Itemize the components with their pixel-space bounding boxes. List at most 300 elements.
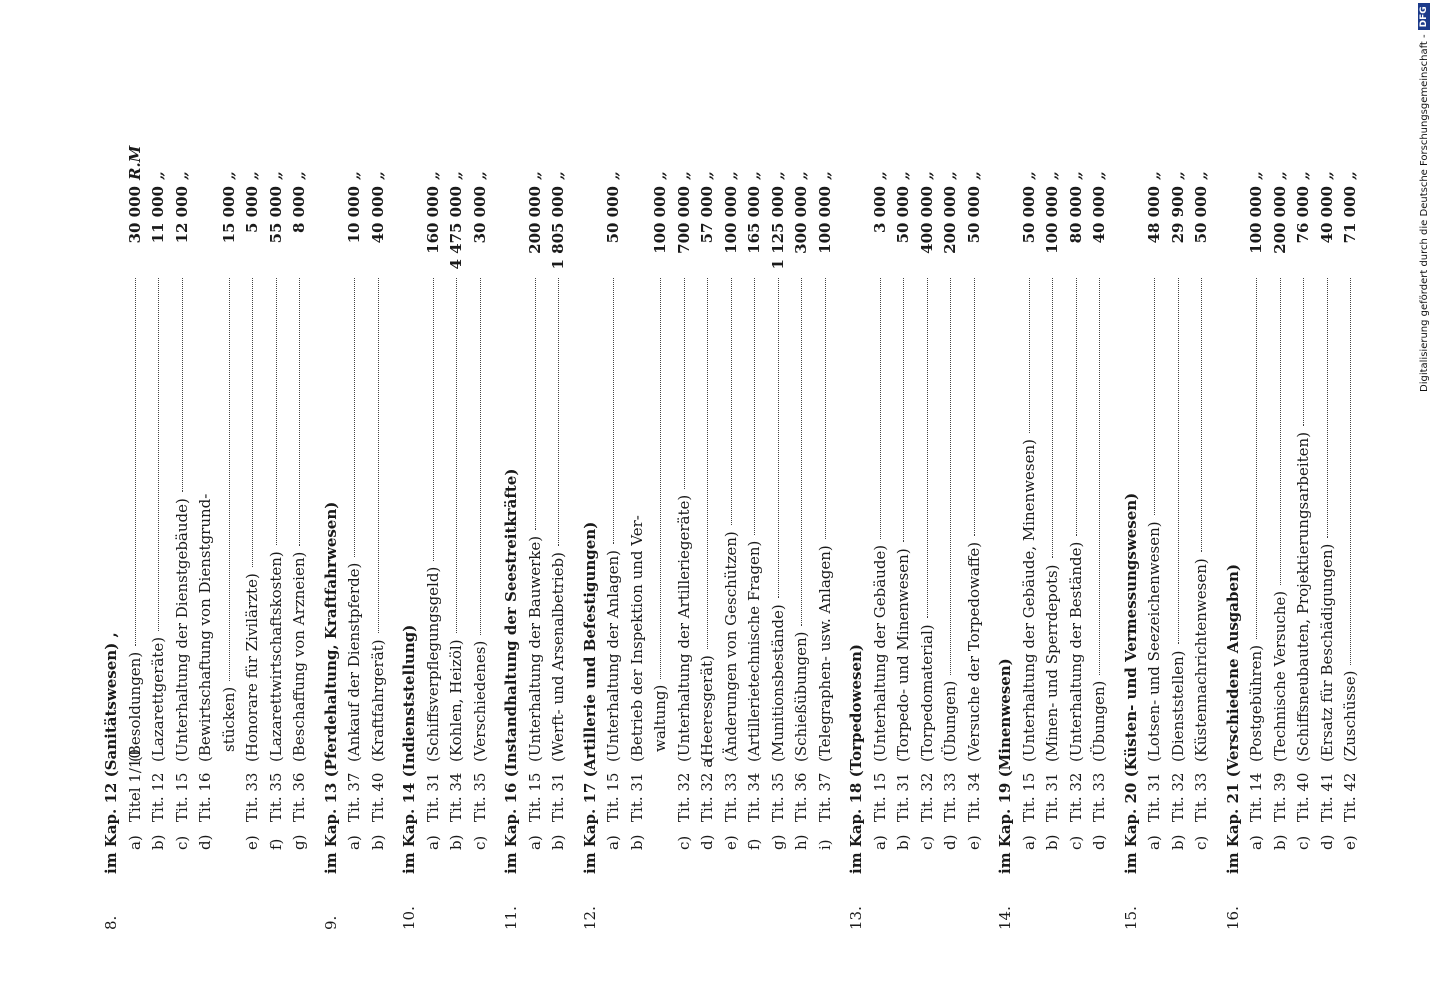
item-letter: c) (1192, 835, 1210, 850)
item-amount: 4 475 000 (447, 186, 465, 270)
item-title-number: Tit. 39 (1270, 772, 1289, 822)
item-amount: 50 000 (894, 186, 912, 244)
item-label: (Unterhaltung der Artilleriegeräte) (674, 494, 693, 762)
item-label: (Unterhaltung der Gebäude) (870, 544, 889, 762)
item-unit: „ (266, 171, 285, 180)
item-title-number: Tit. 33 (941, 772, 959, 822)
item-title-number: Tit. 37 (345, 772, 363, 822)
item-letter: b) (1168, 834, 1187, 850)
item-label: (Besoldungen) (125, 651, 144, 762)
item-amount: 1 805 000 (549, 186, 567, 270)
item-label: (Munitionsbestände) (768, 604, 787, 762)
item-amount: 100 000 (1043, 186, 1061, 254)
budget-item-row (814, 150, 838, 930)
item-unit: „ (604, 171, 622, 180)
item-unit: „ (917, 171, 936, 180)
leader-dots (1201, 278, 1202, 552)
leader-dots (1303, 278, 1304, 426)
item-unit: „ (1270, 171, 1289, 180)
leader-dots (1327, 278, 1328, 538)
item-title-number: Tit. 34 (447, 772, 465, 822)
item-letter: e) (721, 835, 740, 850)
section-number: 16. (1223, 906, 1242, 930)
item-unit: „ (423, 171, 442, 180)
leader-dots (558, 278, 559, 546)
item-unit: „ (243, 171, 261, 180)
budget-item-row (626, 150, 650, 930)
item-unit: „ (290, 171, 308, 180)
leader-dots (927, 278, 928, 618)
item-letter: d) (196, 834, 214, 850)
section-title: im Kap. 21 (Verschiedene Ausgaben) (1223, 563, 1242, 874)
item-letter: c) (674, 835, 693, 850)
item-label: (Heeresgerät) (698, 655, 716, 762)
section-number: 14. (996, 906, 1014, 930)
item-unit: „ (698, 171, 716, 180)
item-title-number: Tit. 32 (1066, 772, 1085, 822)
section-number: 9. (321, 915, 340, 930)
leader-dots (880, 278, 881, 539)
item-amount: 200 000 (1270, 186, 1289, 254)
item-unit: „ (1145, 171, 1163, 180)
item-label: (Technische Versuche) (1270, 590, 1289, 762)
item-title-number: Tit. 32 (1168, 772, 1187, 822)
item-letter: a) (1247, 835, 1265, 850)
budget-item-row (524, 150, 548, 930)
item-label: (Ankauf der Dienstpferde) (345, 562, 363, 762)
section-title: im Kap. 14 (Indienststellung) (400, 624, 418, 874)
item-amount: 300 000 (792, 186, 810, 254)
item-amount: 71 000 (1341, 186, 1359, 244)
leader-dots (660, 278, 661, 679)
item-title-number: Tit. 32 a (698, 758, 716, 822)
item-label: (Dienststellen) (1168, 650, 1187, 762)
item-unit: „ (470, 171, 489, 180)
budget-section (579, 150, 838, 930)
item-letter: a) (1145, 835, 1163, 850)
item-letter: b) (447, 834, 465, 850)
item-title-number: Tit. 37 (815, 772, 834, 822)
item-label: (Unterhaltung der Gebäude, Minenwesen) (1019, 438, 1038, 762)
budget-item-row (241, 150, 265, 930)
section-number: 12. (580, 906, 599, 930)
item-title-number: Tit. 42 (1341, 772, 1359, 822)
item-label: (Verschiedenes) (470, 640, 489, 762)
budget-item-row (743, 150, 767, 930)
leader-dots (135, 278, 136, 646)
item-unit: „ (1317, 171, 1336, 180)
item-title-number: Tit. 36 (290, 772, 308, 822)
section-heading (398, 150, 422, 930)
leader-dots (229, 278, 230, 681)
item-amount: 200 000 (941, 186, 959, 254)
item-unit: „ (219, 171, 238, 180)
item-letter: b) (894, 834, 912, 850)
item-amount: 700 000 (674, 186, 693, 254)
item-label: (Unterhaltung der Anlagen) (604, 550, 622, 762)
leader-dots (182, 278, 183, 492)
item-title-number: Tit. 15 (525, 772, 544, 822)
item-title-number: Tit. 31 (549, 772, 567, 822)
budget-item-row (1245, 150, 1269, 930)
leader-dots (801, 278, 802, 626)
section-heading (845, 150, 869, 930)
item-unit: „ (149, 171, 167, 180)
budget-item-row (265, 150, 289, 930)
item-amount: 50 000 (1192, 186, 1210, 244)
item-title-number: Tit. 32 (917, 772, 936, 822)
budget-item-row (916, 150, 940, 930)
budget-item-row (288, 150, 312, 930)
item-letter: c) (917, 835, 936, 850)
item-unit: „ (745, 171, 763, 180)
item-unit: „ (447, 171, 465, 180)
item-unit: „ (1192, 171, 1210, 180)
budget-item-row (469, 150, 493, 930)
item-amount: 57 000 (698, 186, 716, 244)
item-amount: 50 000 (604, 186, 622, 244)
item-title-number: Tit. 15 (604, 772, 622, 822)
item-unit: „ (721, 171, 740, 180)
item-unit: „ (964, 171, 983, 180)
section-title: im Kap. 20 (Küsten- und Vermessungswesen) (1121, 492, 1140, 874)
item-unit: „ (815, 171, 834, 180)
item-title-number: Tit. 15 (172, 772, 191, 822)
item-unit: „ (1043, 171, 1061, 180)
leader-dots (1178, 278, 1179, 644)
leader-dots (1076, 278, 1077, 536)
item-unit: „ (549, 171, 567, 180)
section-heading (1222, 150, 1246, 930)
digitization-note-text: Digitalisierung gefördert durch die Deutsche Forschungsgemeinschaft - (1418, 34, 1430, 392)
budget-item-row (869, 150, 893, 930)
leader-dots (974, 278, 975, 536)
budget-item-row (343, 150, 367, 930)
leader-dots (299, 278, 300, 546)
section-number: 11. (502, 906, 520, 930)
item-letter: c) (470, 835, 489, 850)
item-unit: „ (674, 171, 693, 180)
budget-item-row-continued (218, 150, 242, 930)
item-unit: „ (894, 171, 912, 180)
section-heading (500, 150, 524, 930)
item-label: (Lazarettgeräte) (149, 636, 167, 762)
budget-section (994, 150, 1112, 930)
item-label: (Unterhaltung der Bestände) (1066, 541, 1085, 762)
item-amount: 50 000 (964, 186, 983, 244)
item-label: (Unterhaltung der Dienstgebäude) (172, 498, 191, 762)
item-unit: „ (870, 171, 889, 180)
item-amount: 55 000 (266, 186, 285, 244)
item-title-number: Tit. 12 (149, 772, 167, 822)
leader-dots (252, 278, 253, 567)
budget-item-row (367, 150, 391, 930)
item-unit: „ (1247, 171, 1265, 180)
item-title-number: Tit. 41 (1317, 772, 1336, 822)
item-amount: 5 000 (243, 186, 261, 233)
item-label: (Kohlen, Heizöl) (447, 639, 465, 762)
section-heading (1120, 150, 1144, 930)
item-label: (Beschaffung von Arzneien) (290, 551, 308, 762)
item-amount: 160 000 (423, 186, 442, 254)
item-title-number: Tit. 35 (470, 772, 489, 822)
budget-section (845, 150, 986, 930)
item-letter: d) (1317, 834, 1336, 850)
budget-item-row (1143, 150, 1167, 930)
item-label: (Schiffsneubauten, Projektierungsarbeiten) (1294, 431, 1312, 762)
budget-item-row (1167, 150, 1191, 930)
budget-section (398, 150, 492, 930)
item-label: (Werft- und Arsenalbetrieb) (549, 552, 567, 762)
section-heading (320, 150, 344, 930)
item-label: (Postgebühren) (1247, 644, 1265, 762)
leader-dots (433, 278, 434, 561)
item-amount: 400 000 (917, 186, 936, 254)
item-title-number: Tit. 34 (745, 772, 763, 822)
budget-item-row (422, 150, 446, 930)
item-letter: a) (1019, 835, 1038, 850)
budget-item-row (1041, 150, 1065, 930)
item-unit: „ (941, 171, 959, 180)
leader-dots (707, 278, 708, 649)
item-unit: „ (651, 171, 669, 180)
item-amount: 10 000 (345, 186, 363, 244)
item-letter: e) (1341, 835, 1359, 850)
item-unit: „ (1090, 171, 1108, 180)
item-label: (Unterhaltung der Bauwerke) (525, 535, 544, 762)
budget-item-row (1190, 150, 1214, 930)
item-letter: b) (368, 834, 387, 850)
leader-dots (354, 278, 355, 557)
item-title-number: Tit. 31 (423, 772, 442, 822)
budget-item-row (892, 150, 916, 930)
leader-dots (535, 278, 536, 530)
section-title: im Kap. 13 (Pferdehaltung, Kraftfahrwesen) (321, 501, 340, 874)
item-label-continuation: waltung) (651, 684, 669, 752)
section-number: 10. (400, 906, 418, 930)
leader-dots (1052, 278, 1053, 558)
item-letter: a) (870, 835, 889, 850)
item-letter: g) (290, 834, 308, 850)
leader-dots (480, 278, 481, 635)
item-amount: 11 000 (149, 186, 167, 244)
item-title-number: Tit. 15 (1019, 772, 1038, 822)
item-label: (Minen- und Sperrdepots) (1043, 564, 1061, 762)
item-title-number: Tit. 14 (1247, 772, 1265, 822)
budget-item-row (1088, 150, 1112, 930)
budget-item-row (1316, 150, 1340, 930)
leader-dots (754, 278, 755, 535)
section-number: 13. (847, 906, 865, 930)
item-amount: 50 000 (1019, 186, 1038, 244)
item-label: (Torpedo- und Minenwesen) (894, 548, 912, 762)
budget-item-row (767, 150, 791, 930)
item-label: (Ersatz für Beschädigungen) (1317, 543, 1336, 762)
section-number: 15. (1121, 906, 1140, 930)
section-heading (994, 150, 1018, 930)
budget-section (100, 145, 312, 930)
item-title-number: Tit. 31 (1043, 772, 1061, 822)
item-label-continuation: stücken) (219, 686, 238, 752)
budget-item-row (194, 150, 218, 930)
section-title: im Kap. 16 (Instandhaltung der Seestreitkräfte) (502, 468, 520, 874)
section-title: im Kap. 17 (Artillerie und Befestigungen) (580, 521, 599, 874)
item-amount: 200 000 (525, 186, 544, 254)
item-unit: „ (1066, 171, 1085, 180)
item-title-number: Tit. 36 (792, 772, 810, 822)
leader-dots (778, 278, 779, 598)
item-unit: „ (1341, 171, 1359, 180)
item-title-number: Tit. 32 (674, 772, 693, 822)
item-label: (Übungen) (941, 680, 959, 762)
budget-item-row (602, 150, 626, 930)
item-amount: 165 000 (745, 186, 763, 254)
item-title-number: Tit. 16 (196, 772, 214, 822)
item-label: (Torpedomaterial) (917, 624, 936, 762)
leader-dots (1280, 278, 1281, 585)
item-amount: 30 000 (125, 186, 144, 244)
item-amount: 100 000 (721, 186, 740, 254)
item-label: (Schießübungen) (792, 631, 810, 762)
item-label: (Betrieb der Inspektion und Ver- (627, 515, 646, 762)
budget-item-row (790, 150, 814, 930)
leader-dots (378, 278, 379, 633)
item-unit: „ (768, 171, 787, 180)
item-label: (Telegraphen- usw. Anlagen) (815, 545, 834, 762)
dfg-logo-badge: DFG (1418, 3, 1430, 30)
item-amount: 1 125 000 (768, 186, 787, 270)
budget-item-row (720, 150, 744, 930)
item-letter: d) (1090, 834, 1108, 850)
item-letter: b) (627, 834, 646, 850)
item-title-number: Tit. 35 (768, 772, 787, 822)
item-letter: d) (698, 834, 716, 850)
item-amount: 100 000 (1247, 186, 1265, 254)
item-title-number: Tit. 31 (627, 772, 646, 822)
budget-item-row (147, 150, 171, 930)
item-title-number: Titel 1/10 (125, 749, 144, 822)
item-label: (Lazarettwirtschaftskosten) (266, 551, 285, 762)
item-label: (Kraftfahrgerät) (368, 639, 387, 762)
item-letter: h) (792, 834, 810, 850)
digitization-note (1418, 3, 1430, 392)
item-unit: „ (1294, 171, 1312, 180)
item-amount: 30 000 (470, 186, 489, 244)
item-title-number: Tit. 40 (1294, 772, 1312, 822)
item-unit: R.M (125, 145, 144, 180)
item-amount: 40 000 (1090, 186, 1108, 244)
item-amount: 8 000 (290, 186, 308, 233)
item-amount: 100 000 (651, 186, 669, 254)
item-label: (Zuschüsse) (1341, 670, 1359, 762)
budget-item-row (547, 150, 571, 930)
item-title-number: Tit. 35 (266, 772, 285, 822)
leader-dots (1256, 278, 1257, 639)
item-title-number: Tit. 33 (243, 772, 261, 822)
item-letter: d) (941, 834, 959, 850)
leader-dots (684, 278, 685, 489)
item-title-number: Tit. 33 (1192, 772, 1210, 822)
section-number: 8. (102, 915, 120, 930)
budget-item-row-continued (649, 150, 673, 930)
item-amount: 40 000 (1317, 186, 1336, 244)
item-unit: „ (1019, 171, 1038, 180)
section-heading (579, 150, 603, 930)
item-title-number: Tit. 34 (964, 772, 983, 822)
budget-item-row (963, 150, 987, 930)
item-unit: „ (172, 171, 191, 180)
item-label: (Versuche der Torpedowaffe) (964, 541, 983, 762)
budget-item-row (1018, 150, 1042, 930)
item-label: (Bewirtschaftung von Dienstgrund- (196, 493, 214, 762)
section-title: im Kap. 19 (Minenwesen) (996, 658, 1014, 874)
item-letter: b) (1270, 834, 1289, 850)
item-label: (Artillerietechnische Fragen) (745, 540, 763, 762)
leader-dots (731, 278, 732, 525)
item-amount: 29 900 (1168, 186, 1187, 244)
item-letter: a) (525, 835, 544, 850)
leader-dots (903, 278, 904, 542)
leader-dots (613, 278, 614, 544)
item-letter: a) (345, 835, 363, 850)
leader-dots (1154, 278, 1155, 515)
item-amount: 40 000 (368, 186, 387, 244)
item-amount: 3 000 (870, 186, 889, 233)
item-letter: c) (1294, 835, 1312, 850)
item-amount: 48 000 (1145, 186, 1163, 244)
item-label: (Küstennachrichtenwesen) (1192, 558, 1210, 762)
item-title-number: Tit. 33 (721, 772, 740, 822)
item-amount: 100 000 (815, 186, 834, 254)
budget-section (500, 150, 571, 930)
item-letter: g) (768, 834, 787, 850)
item-letter: a) (125, 835, 144, 850)
item-letter: f) (266, 838, 285, 850)
section-title: im Kap. 18 (Torpedowesen) (847, 644, 865, 874)
leader-dots (456, 278, 457, 633)
budget-item-row (1269, 150, 1293, 930)
item-title-number: Tit. 33 (1090, 772, 1108, 822)
item-letter: i) (815, 839, 834, 850)
item-letter: e) (964, 835, 983, 850)
item-title-number: Tit. 31 (894, 772, 912, 822)
item-unit: „ (368, 171, 387, 180)
leader-dots (1029, 278, 1030, 433)
item-letter: b) (549, 834, 567, 850)
budget-section (1120, 150, 1214, 930)
item-title-number: Tit. 31 (1145, 772, 1163, 822)
item-unit: „ (792, 171, 810, 180)
budget-item-row (1292, 150, 1316, 930)
item-letter: b) (1043, 834, 1061, 850)
item-title-number: Tit. 15 (870, 772, 889, 822)
budget-item-row (696, 150, 720, 930)
item-amount: 12 000 (172, 186, 191, 244)
item-unit: „ (345, 171, 363, 180)
item-letter: a) (423, 835, 442, 850)
item-label: (Lotsen- und Seezeichenwesen) (1145, 521, 1163, 762)
budget-item-row (1339, 150, 1363, 930)
leader-dots (825, 278, 826, 539)
item-letter: c) (1066, 835, 1085, 850)
item-letter: b) (149, 834, 167, 850)
budget-list (100, 145, 1363, 930)
budget-item-row (124, 145, 148, 930)
item-amount: 76 000 (1294, 186, 1312, 244)
budget-item-row (445, 150, 469, 930)
item-label: (Honorare für Zivilärzte) (243, 573, 261, 762)
item-letter: a) (604, 835, 622, 850)
